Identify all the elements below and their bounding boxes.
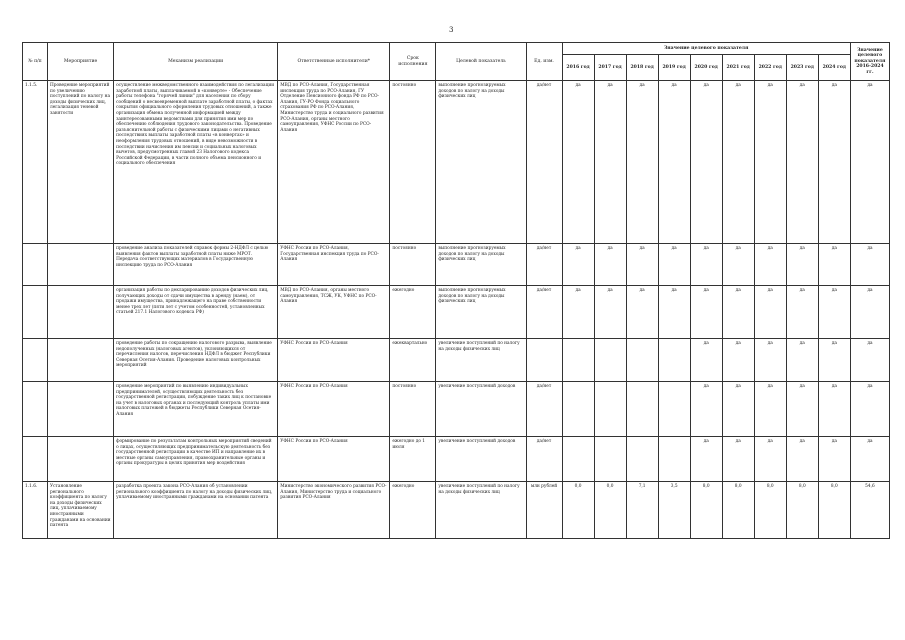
row-value: да bbox=[626, 244, 658, 286]
row-total: да bbox=[850, 437, 889, 482]
row-unit: да/нет bbox=[526, 382, 562, 437]
row-total: да bbox=[850, 339, 889, 382]
row-value bbox=[562, 382, 594, 437]
row-value: да bbox=[690, 81, 722, 244]
row-mechanism: формирование по результатам контрольных мероприятий сведений о лицах, осуществляющих предпринимательскую деятельность без государственной регистрации в качестве ИП и направление их в местные органы самоуправления, правоохранительные органы и органы прокуратуры в целях принятия мер воздействия bbox=[114, 437, 278, 482]
row-value: да bbox=[626, 286, 658, 339]
row-responsible: УФНС России по РСО-Алания bbox=[278, 382, 390, 437]
row-value bbox=[594, 382, 626, 437]
table-row bbox=[23, 286, 890, 339]
row-unit: да/нет bbox=[526, 437, 562, 482]
row-value bbox=[626, 339, 658, 382]
row-responsible: УФНС России по РСО-Алания bbox=[278, 437, 390, 482]
row-num bbox=[23, 382, 48, 437]
row-value: да bbox=[594, 244, 626, 286]
row-indicator: выполнение прогнозируемых доходов по налогу на доходы физических лиц bbox=[436, 244, 526, 286]
row-responsible: МВД по РСО-Алания, Государственная инспекция труда по РСО-Алания, ГУ Отделение Пенсионного фонда РФ по РСО-Алания, ГУ-РО Фонда социального страхования РФ по РСО-Алания, Министерство труда и социального развития РСО-Алания, органы местного самоуправления, УФНС России по РСО-Алания bbox=[278, 81, 390, 244]
header-total: Значение целевого показателя 2016-2024 гг. bbox=[850, 43, 889, 81]
row-value: да bbox=[818, 339, 850, 382]
row-indicator: увеличение поступлений по налогу на доходы физических лиц bbox=[436, 339, 526, 382]
row-indicator: увеличение поступлений по налогу на доходы физических лиц bbox=[436, 482, 526, 539]
row-event bbox=[48, 437, 114, 482]
page-number: 3 bbox=[449, 26, 454, 34]
row-indicator: увеличение поступлений доходов bbox=[436, 382, 526, 437]
row-term: постоянно bbox=[390, 244, 436, 286]
row-value: да bbox=[690, 382, 722, 437]
header-event: Мероприятие bbox=[48, 43, 114, 81]
row-value: 0,0 bbox=[594, 482, 626, 539]
row-value: да bbox=[722, 437, 754, 482]
row-value: 8,0 bbox=[786, 482, 818, 539]
row-value: да bbox=[818, 244, 850, 286]
table-body bbox=[23, 81, 890, 539]
row-num bbox=[23, 339, 48, 382]
row-unit: да/нет bbox=[526, 81, 562, 244]
row-value bbox=[594, 437, 626, 482]
row-value: да bbox=[722, 244, 754, 286]
row-value: да bbox=[722, 382, 754, 437]
row-value: да bbox=[594, 81, 626, 244]
header-year: 2018 год bbox=[626, 55, 658, 81]
row-value: да bbox=[754, 286, 786, 339]
row-indicator: выполнение прогнозируемых доходов по налогу на доходы физических лиц bbox=[436, 81, 526, 244]
row-value: да bbox=[722, 81, 754, 244]
row-value: да bbox=[818, 286, 850, 339]
row-term: ежегодно bbox=[390, 482, 436, 539]
row-value: 0,0 bbox=[562, 482, 594, 539]
row-value: 8,0 bbox=[818, 482, 850, 539]
plan-table bbox=[22, 42, 890, 539]
row-value: да bbox=[754, 339, 786, 382]
header-term: Срок исполнения bbox=[390, 43, 436, 81]
row-value bbox=[626, 382, 658, 437]
row-event: Установление регионального коэффициента по налогу на доходы физических лиц, уплачиваемому иностранными гражданами на основании патента bbox=[48, 482, 114, 539]
row-term: ежеквартально bbox=[390, 339, 436, 382]
row-value: 8,0 bbox=[754, 482, 786, 539]
header-year: 2021 год bbox=[722, 55, 754, 81]
row-value: да bbox=[786, 286, 818, 339]
row-total: да bbox=[850, 81, 889, 244]
row-value: да bbox=[786, 339, 818, 382]
row-value: да bbox=[562, 286, 594, 339]
row-term: постоянно bbox=[390, 81, 436, 244]
row-value: да bbox=[658, 286, 690, 339]
row-value: да bbox=[754, 437, 786, 482]
table-row bbox=[23, 81, 890, 244]
header-num: № п/п bbox=[23, 43, 48, 81]
row-total: да bbox=[850, 286, 889, 339]
row-value: да bbox=[722, 286, 754, 339]
row-value bbox=[658, 437, 690, 482]
header-year: 2024 год bbox=[818, 55, 850, 81]
header-responsible: Ответственные исполнители* bbox=[278, 43, 390, 81]
row-value: да bbox=[562, 244, 594, 286]
row-value bbox=[658, 339, 690, 382]
row-value: да bbox=[690, 339, 722, 382]
row-value: да bbox=[786, 437, 818, 482]
row-responsible: МВД по РСО-Алания, органы местного самоуправления, ТСЖ, УК, УФНС по РСО-Алания bbox=[278, 286, 390, 339]
row-value: да bbox=[722, 339, 754, 382]
row-value: 8,0 bbox=[722, 482, 754, 539]
row-value: да bbox=[690, 244, 722, 286]
row-indicator: выполнение прогнозируемых доходов по налогу на доходы физических лиц bbox=[436, 286, 526, 339]
row-num bbox=[23, 244, 48, 286]
row-mechanism: проведение анализа показателей справок формы 2-НДФЛ с целью выявления фактов выплаты заработной платы ниже МРОТ. Передача соответствующих материалов в Государственную инспекцию труда по РСО-Алания bbox=[114, 244, 278, 286]
row-value: да bbox=[818, 81, 850, 244]
header-year: 2016 год bbox=[562, 55, 594, 81]
row-term: постоянно bbox=[390, 382, 436, 437]
row-event bbox=[48, 286, 114, 339]
row-total: да bbox=[850, 244, 889, 286]
row-value: 3,5 bbox=[658, 482, 690, 539]
row-value: 7,1 bbox=[626, 482, 658, 539]
row-value bbox=[562, 339, 594, 382]
header-year: 2020 год bbox=[690, 55, 722, 81]
row-value bbox=[626, 437, 658, 482]
header-mechanism: Механизм реализации bbox=[114, 43, 278, 81]
row-mechanism: проведение мероприятий по выявлению индивидуальных предпринимателей, осуществляющих деятельность без государственной регистрации, побуждение таких лиц к постановке на учет в налоговых органах и последующий контроль уплаты ими налоговых платежей в бюджеты Республики Северная Осетия-Алания bbox=[114, 382, 278, 437]
row-event bbox=[48, 339, 114, 382]
header-unit: Ед. изм. bbox=[526, 43, 562, 81]
row-value: да bbox=[562, 81, 594, 244]
row-value bbox=[562, 437, 594, 482]
row-indicator: увеличение поступлений доходов bbox=[436, 437, 526, 482]
row-value: да bbox=[754, 244, 786, 286]
row-value: да bbox=[658, 244, 690, 286]
row-value: да bbox=[786, 244, 818, 286]
row-unit: да/нет bbox=[526, 286, 562, 339]
row-num bbox=[23, 437, 48, 482]
row-value: да bbox=[658, 81, 690, 244]
row-value: да bbox=[690, 437, 722, 482]
row-mechanism: осуществление межведомственного взаимодействия по легализации заработной платы, выплачиваемой в «конверте» - Обеспечение работы телефона "горячей линии" для населения по сбору сообщений о несвоевременной выплате заработной платы, о фактах сокрытия официального оформления трудовых отношений, а также организация обмена полученной информацией между заинтересованными ведомствами для принятия ими мер по обеспечению соблюдения трудового законодательства. Проведение разъяснительной работы с физическими лицами о негативных последствиях выплаты заработной платы «в конвертах» и неоформления трудовых отношений, в виде невозможности в последствии начисления им пенсии и социальных налоговых вычетов, предусмотренных главой 23 Налогового кодекса Российской Федерации, в части полного объема пенсионного и социального обеспечения bbox=[114, 81, 278, 244]
row-term: ежегодно bbox=[390, 286, 436, 339]
row-total: 54,6 bbox=[850, 482, 889, 539]
row-value: да bbox=[786, 81, 818, 244]
row-value: да bbox=[594, 286, 626, 339]
row-mechanism: организация работы по декларированию доходов физических лиц, получающих доходы от сдачи имущества в аренду (наем), от продажи имущества, принадлежащего на праве собственности менее трех лет (пяти лет с учетом особенностей, установленных статьей 217.1 Налогового кодекса РФ) bbox=[114, 286, 278, 339]
row-responsible: УФНС России по РСО-Алания bbox=[278, 339, 390, 382]
row-responsible: Министерство экономического развития РСО-Алания, Министерство труда и социального развития РСО-Алания bbox=[278, 482, 390, 539]
row-event bbox=[48, 382, 114, 437]
row-event: Проведение мероприятий по увеличению поступлений по налогу на доходы физических лиц, легализация теневой занятости bbox=[48, 81, 114, 244]
row-value: да bbox=[818, 437, 850, 482]
row-num: 1.1.6. bbox=[23, 482, 48, 539]
row-value bbox=[594, 339, 626, 382]
table-row bbox=[23, 339, 890, 382]
header-year: 2019 год bbox=[658, 55, 690, 81]
header-group: Значение целевого показателя bbox=[562, 43, 850, 55]
header-year: 2023 год bbox=[786, 55, 818, 81]
table-row bbox=[23, 437, 890, 482]
row-value: да bbox=[818, 382, 850, 437]
row-value: да bbox=[626, 81, 658, 244]
row-unit: да/нет bbox=[526, 244, 562, 286]
row-unit bbox=[526, 339, 562, 382]
row-responsible: УФНС России по РСО-Алания, Государственная инспекция труда по РСО-Алания bbox=[278, 244, 390, 286]
row-num bbox=[23, 286, 48, 339]
row-value: да bbox=[690, 286, 722, 339]
row-mechanism: разработка проекта закона РСО-Алания об установлении регионального коэффициента по налогу на доходы физических лиц, уплачиваемому иностранными гражданами на основании патента bbox=[114, 482, 278, 539]
row-value: 8,0 bbox=[690, 482, 722, 539]
table-header bbox=[23, 43, 890, 81]
row-unit: млн рублей bbox=[526, 482, 562, 539]
row-term: ежегодно до 1 июля bbox=[390, 437, 436, 482]
row-event bbox=[48, 244, 114, 286]
row-value: да bbox=[754, 81, 786, 244]
row-num: 1.1.5. bbox=[23, 81, 48, 244]
row-value: да bbox=[754, 382, 786, 437]
row-mechanism: проведение работы по сокращению налогового разрыва, выявление недополученных (налоговых агентов), уклоняющихся от перечисления налогов, перечисления НДФЛ в бюджет Республики Северная Осетия-Алания. Проведение налоговых контрольных мероприятий bbox=[114, 339, 278, 382]
table-row bbox=[23, 382, 890, 437]
table-row bbox=[23, 482, 890, 539]
row-value: да bbox=[786, 382, 818, 437]
table-row bbox=[23, 244, 890, 286]
header-year: 2022 год bbox=[754, 55, 786, 81]
row-value bbox=[658, 382, 690, 437]
header-indicator: Целевой показатель bbox=[436, 43, 526, 81]
row-total: да bbox=[850, 382, 889, 437]
header-year: 2017 год bbox=[594, 55, 626, 81]
